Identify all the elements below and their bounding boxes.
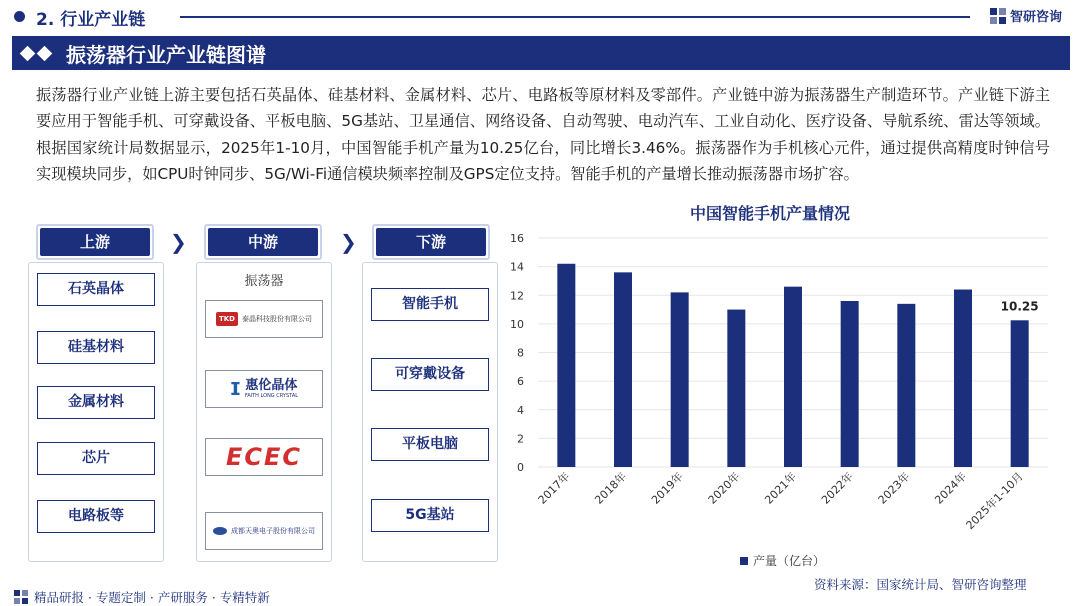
y-tick-label: 4: [517, 403, 524, 417]
downstream-item: 智能手机: [371, 288, 489, 321]
chart-title: 中国智能手机产量情况: [690, 204, 851, 223]
intro-paragraph: 振荡器行业产业链上游主要包括石英晶体、硅基材料、金属材料、芯片、电路板等原材料及零部件。产业链中游为振荡器生产制造环节。产业链下游主要应用于智能手机、可穿戴设备、平板电脑、5G基站、卫星通信、网络设备、自动驾驶、电动汽车、工业自动化、医疗设备、导航系统、雷达等领域。根据国家统计局数据显示，2025年1-10月，中国智能手机产量为10.25亿台，同比增长3.46%。振荡器作为手机核心元件，通过提供高精度时钟信号实现模块同步，如CPU时钟同步、5G/Wi-Fi通信模块频率控制及GPS定位支持。智能手机的产量增长推动振荡器市场扩容。: [36, 86, 1050, 184]
upstream-item: 硅基材料: [37, 331, 155, 364]
bar: [727, 310, 745, 467]
upstream-item: 电路板等: [37, 500, 155, 533]
brand-logo: [990, 6, 1062, 25]
company-logo-ecec: [205, 438, 323, 476]
y-tick-label: 6: [517, 375, 524, 389]
downstream-header: 下游: [376, 228, 486, 256]
y-tick-label: 8: [517, 346, 524, 360]
company-name: ECEC: [225, 443, 302, 471]
company-name: 成都天奥电子股份有限公司: [231, 527, 315, 535]
x-tick-label: 2025年1-10月: [963, 469, 1026, 533]
y-tick-label: 2: [517, 432, 524, 446]
x-tick-label: 2022年: [819, 469, 856, 507]
brand-name: 智研咨询: [1010, 10, 1063, 25]
company-logo-huilun: [205, 370, 323, 408]
source-note: 资料来源：国家统计局、智研咨询整理: [814, 577, 1027, 592]
chart-legend: [740, 552, 825, 569]
downstream-item: 可穿戴设备: [371, 358, 489, 391]
x-tick-label: 2020年: [705, 469, 743, 507]
bar: [784, 287, 802, 467]
legend-swatch: [740, 557, 748, 565]
page-title: 振荡器行业产业链图谱: [66, 42, 266, 67]
company-name-en: FAITH LONG CRYSTAL: [244, 393, 299, 399]
header-rule: [180, 16, 970, 18]
section-header: [0, 0, 1080, 34]
downstream-item: 平板电脑: [371, 428, 489, 461]
y-tick-label: 12: [510, 289, 524, 303]
legend-label: 产量（亿台）: [753, 554, 826, 568]
midstream-header: 中游: [208, 228, 318, 256]
company-name: 惠伦晶体: [245, 378, 298, 393]
chevron-right-icon: ❯: [340, 230, 357, 254]
bar: [671, 292, 689, 467]
y-tick-label: 10: [510, 317, 524, 331]
x-tick-label: 2023年: [875, 469, 913, 507]
x-tick-label: 2024年: [932, 469, 970, 507]
bar-chart: [500, 226, 1060, 551]
y-tick-label: 0: [517, 461, 524, 474]
x-tick-label: 2018年: [592, 469, 630, 507]
page-title-banner: [12, 36, 1070, 70]
x-tick-label: 2017年: [535, 469, 573, 507]
bar: [954, 290, 972, 467]
company-logo-tkd: [205, 300, 323, 338]
brand-icon: [990, 8, 1006, 24]
downstream-item: 5G基站: [371, 499, 489, 532]
chevron-right-icon: ❯: [170, 230, 187, 254]
footer-text: 精品研报 · 专题定制 · 产研服务 · 专精特新: [34, 590, 270, 605]
huilun-logo-icon: ⵊ: [229, 378, 241, 400]
diamond-icon: [22, 48, 56, 59]
bar: [897, 304, 915, 467]
tkd-logo-badge: TKD: [216, 312, 238, 326]
bar: [1011, 320, 1029, 467]
company-name: 泰晶科技股份有限公司: [242, 315, 312, 323]
tianao-logo-icon: [213, 527, 227, 535]
upstream-item: 芯片: [37, 442, 155, 475]
upstream-item: 石英晶体: [37, 273, 155, 306]
x-tick-label: 2019年: [649, 469, 686, 507]
brand-icon: [14, 590, 28, 604]
bar: [841, 301, 859, 467]
midstream-label: 振荡器: [244, 274, 284, 289]
data-label: 10.25: [1000, 299, 1039, 314]
y-tick-label: 16: [510, 232, 524, 245]
section-bullet: [14, 11, 25, 22]
footer: [14, 588, 270, 606]
bar: [557, 264, 575, 467]
y-tick-label: 14: [510, 260, 524, 274]
section-title: 2. 行业产业链: [36, 10, 146, 30]
company-logo-chengdu-tianao: [205, 512, 323, 550]
upstream-item: 金属材料: [37, 386, 155, 419]
upstream-header: 上游: [40, 228, 150, 256]
bar: [614, 272, 632, 467]
x-tick-label: 2021年: [762, 469, 800, 507]
